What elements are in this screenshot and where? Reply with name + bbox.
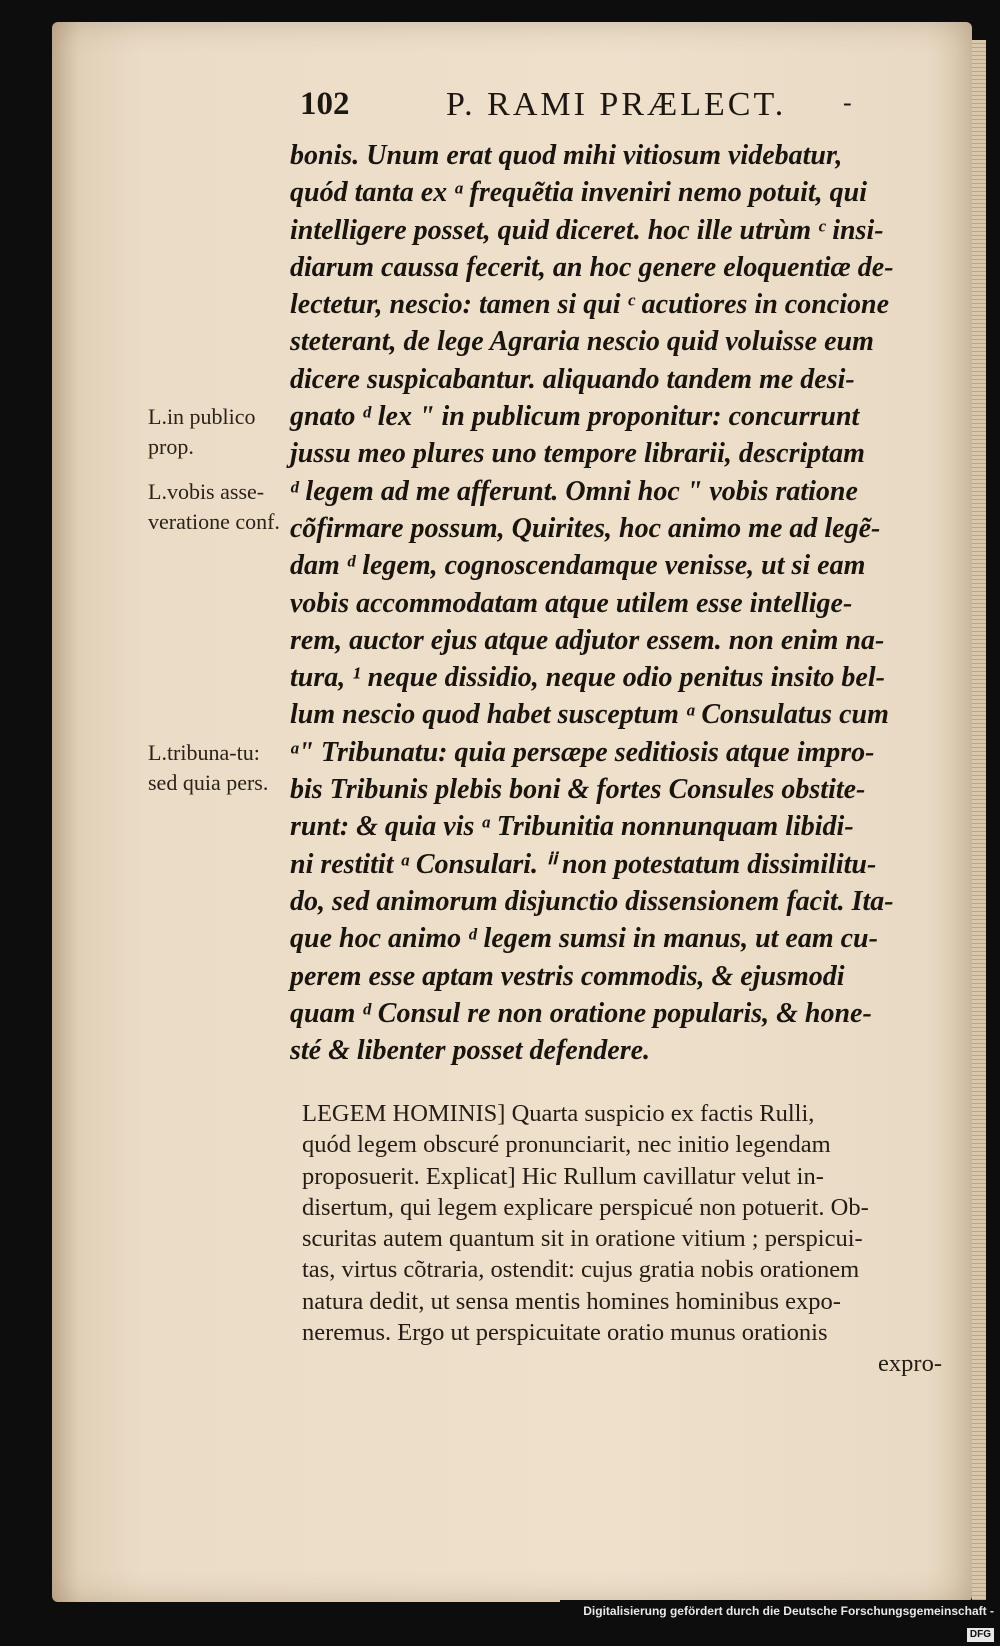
page-header: [0, 66, 1000, 126]
text-line: lectetur, nescio: tamen si qui ᶜ acutiores in concione: [290, 289, 889, 321]
text-line: bis Tribunis plebis boni & fortes Consules obstite-: [290, 774, 866, 806]
text-line: diarum caussa fecerit, an hoc genere eloquentiæ de-: [290, 251, 894, 283]
text-line: steterant, de lege Agraria nescio quid voluisse eum: [290, 326, 874, 358]
marginal-note: L.vobis asse-veratione conf.: [148, 478, 280, 534]
oration-text-block: [290, 137, 940, 1069]
text-line: gnato ᵈ lex ʺ in publicum proponitur: concurrunt: [290, 401, 860, 433]
text-line: tura, ¹ neque dissidio, neque odio penitus insito bel-: [290, 662, 885, 694]
marginal-note: L.tribuna-tu: sed quia pers.: [148, 739, 269, 795]
marginal-note: L.in publico prop.: [148, 404, 256, 460]
commentary-text-block: [302, 1098, 942, 1380]
commentary-line: LEGEM HOMINIS] Quarta suspicio ex factis Rulli,: [302, 1100, 815, 1127]
commentary-line: expro-: [878, 1350, 942, 1378]
commentary-line: disertum, qui legem explicare perspicué non potuerit. Ob-: [302, 1193, 869, 1221]
text-line: runt: & quia vis ᵃ Tribunitia nonnunquam libidi-: [290, 811, 854, 843]
commentary-line: natura dedit, ut sensa mentis homines hominibus expo-: [302, 1287, 841, 1315]
commentary-line: quód legem obscuré pronunciarit, nec initio legendam: [302, 1131, 831, 1159]
commentary-line: tas, virtus cõtraria, ostendit: cujus gratia nobis orationem: [302, 1256, 860, 1284]
text-line: do, sed animorum disjunctio dissensionem facit. Ita-: [290, 885, 894, 917]
text-line: quód tanta ex ᵃ frequẽtia inveniri nemo potuit, qui: [290, 177, 867, 209]
text-line: intelligere posset, quid diceret. hoc ille utrùm ᶜ insi-: [290, 214, 884, 246]
text-line: ᵃʺ Tribunatu: quia persæpe seditiosis atque impro-: [290, 736, 875, 768]
commentary-line: proposuerit. Explicat] Hic Rullum cavillatur velut in-: [302, 1162, 824, 1190]
running-head: P. RAMI PRÆLECT.: [446, 86, 787, 123]
text-line: lum nescio quod habet susceptum ᵃ Consulatus cum: [290, 699, 889, 731]
text-line: sté & libenter posset defendere.: [290, 1035, 651, 1067]
digitization-footer: [560, 1600, 1000, 1640]
text-line: cõfirmare possum, Quirites, hoc animo me ad legẽ-: [290, 512, 881, 544]
header-dash: -: [843, 88, 852, 117]
text-line: perem esse aptam vestris commodis, & ejusmodi: [290, 960, 845, 992]
text-line: jussu meo plures uno tempore librarii, descriptam: [290, 438, 865, 470]
text-line: que hoc animo ᵈ legem sumsi in manus, ut eam cu-: [290, 923, 878, 955]
page-number: 102: [300, 86, 350, 122]
commentary-line: scuritas autem quantum sit in oratione vitium ; perspicui-: [302, 1225, 863, 1253]
text-line: dicere suspicabantur. aliquando tandem me desi-: [290, 363, 855, 395]
text-line: rem, auctor ejus atque adjutor essem. non enim na-: [290, 624, 885, 656]
text-line: quam ᵈ Consul re non oratione popularis, & hone-: [290, 997, 872, 1029]
text-line: dam ᵈ legem, cognoscendamque venisse, ut si eam: [290, 550, 866, 582]
commentary-line: neremus. Ergo ut perspicuitate oratio munus orationis: [302, 1319, 828, 1347]
footer-credit: Digitalisierung gefördert durch die Deutsche Forschungsgemeinschaft -: [583, 1604, 994, 1618]
text-line: vobis accommodatam atque utilem esse intellige-: [290, 587, 853, 619]
dfg-logo: DFG: [967, 1628, 994, 1642]
text-line: ni restitit ᵃ Consulari. ⁱⁱ non potestatum dissimilitu-: [290, 848, 877, 880]
text-line: bonis. Unum erat quod mihi vitiosum videbatur,: [290, 140, 843, 171]
text-line: ᵈ legem ad me afferunt. Omni hoc ʺ vobis ratione: [290, 475, 858, 507]
page-edge: [972, 40, 986, 1600]
